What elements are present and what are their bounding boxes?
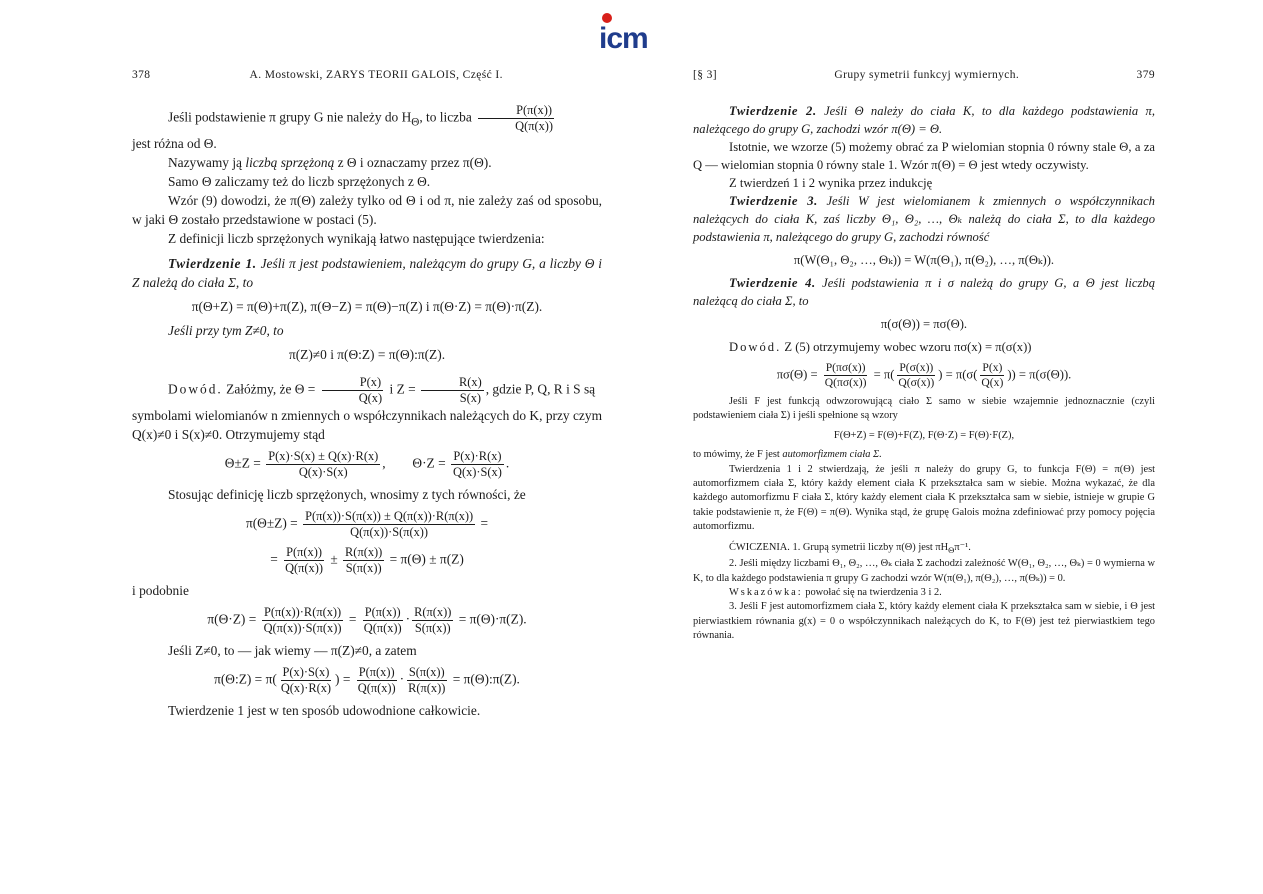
left-running-head	[132, 66, 602, 85]
equation-3: Θ±Z = $\frac{P(x)\cdot S(x) \pm Q(x)\cdot R(x)}{Q(x)\cdot S(x)}$ , Θ·Z = $\frac{P(x)\cdot R(x)}{Q(x)\cdot S(x)}$ .	[224, 449, 510, 479]
r-equation-1: π(W(Θ₁, Θ₂, …, Θₖ)) = W(π(Θ₁), π(Θ₂), …, π(Θₖ)).	[793, 253, 1055, 267]
theorem-1: Twierdzenie 1. Jeśli π jest podstawieniem, należącym do grupy G, a liczby Θ i Z należą do ciała Σ, to	[132, 256, 602, 290]
exercise-2: 2. Jeśli między liczbami Θ₁, Θ₂, …, Θₖ ciała Σ zachodzi zależność W(Θ₁, Θ₂, …, Θₖ) = 0 wymierna w K, to dla każdego podstawienia π grupy G zachodzi wzór W(π(Θ₁), π(Θ₂), …, π(Θₖ)) = 0.	[693, 558, 1155, 584]
para-1-end: jest różna od Θ.	[132, 136, 217, 151]
r-para-1: Istotnie, we wzorze (5) możemy obrać za P wielomian stopnia 0 równy stale Θ, a za Q — wielomian stopnia 0 równy stale 1. Wzór π(Θ) = Θ jest wtedy oczywisty.	[693, 140, 1155, 172]
para-9: Twierdzenie 1 jest w ten sposób udowodnione całkowicie.	[168, 703, 481, 718]
hint: Wskazówka: powołać się na twierdzenia 3 i 2.	[729, 586, 942, 598]
fraction: $\frac{P(\pi(x))}{Q(\pi(x))}$	[477, 103, 555, 134]
theorem-2: Twierdzenie 2. Jeśli Θ należy do ciała K, to dla każdego podstawienia π, należącego do grupy G, zachodzi wzór π(Θ) = Θ.	[693, 104, 1156, 136]
para-1: Jeśli podstawienie π grupy G nie należy do $H_\Theta$, to liczba $\frac{P(\pi(x))}{Q(\pi(x))}$	[168, 103, 554, 133]
small-para-1: Jeśli F jest funkcją odwzorowującą ciało Σ samo w siebie wzajemnie jednoznacznie (czyli podstawieniem ciała Σ) i jeśli spełnione są wzory	[693, 396, 1155, 422]
left-page	[132, 66, 602, 720]
proof-1-cont: symbolami wielomianów n zmiennych o współczynnikach należących do K, przy czym Q(x)≠0 i S(x)≠0. Otrzymujemy stąd	[132, 408, 602, 442]
equation-6: π(Θ:Z) = π( $\frac{P(x)\cdot S(x)}{Q(x)\cdot R(x)}$ ) = $\frac{P(\pi(x))}{Q(\pi(x))}$ · $\frac{S(\pi(x))}{R(\pi(x))}$ = π(Θ):π(Z).	[214, 665, 520, 695]
equation-2: π(Z)≠0 i π(Θ:Z) = π(Θ):π(Z).	[288, 347, 446, 362]
para-7: i podobnie	[132, 583, 189, 598]
para-3: Samo Θ zaliczamy też do liczb sprzężonych z Θ.	[168, 174, 431, 189]
equation-1: π(Θ+Z) = π(Θ)+π(Z), π(Θ−Z) = π(Θ)−π(Z) i π(Θ·Z) = π(Θ)·π(Z).	[191, 299, 543, 314]
left-header-title: A. Mostowski, ZARYS TEORII GALOIS, Część I.	[249, 69, 503, 81]
theorem-3: Twierdzenie 3. Jeśli W jest wielomianem k zmiennych o współczynnikach należących do ciała K, zaś liczby Θ₁, Θ₂, …, Θₖ należą do ciała Σ, to dla każdego podstawienia π, należącego do grupy G, zachodzi równość	[693, 194, 1155, 244]
r-equation-3: πσ(Θ) = $\frac{P(\pi\sigma(x))}{Q(\pi\sigma(x))}$ = π( $\frac{P(\sigma(x))}{Q(\sigma(x))}$ ) = π(σ( $\frac{P(x)}{Q(x)}$ )) = π(σ(Θ)).	[776, 361, 1072, 389]
icm-logo	[598, 12, 664, 52]
para-6: Stosując definicję liczb sprzężonych, wnosimy z tych równości, że	[168, 487, 526, 502]
small-print	[693, 395, 1155, 644]
exercise-3: 3. Jeśli F jest automorfizmem ciała Σ, który każdy element ciała K przekształca sam w siebie, i Θ jest pierwiastkiem równania g(x) = 0 o współczynnikach należących do K, to F(Θ) jest też pierwiastkiem tego równania.	[693, 601, 1155, 642]
right-header-title: Grupy symetrii funkcyj wymiernych.	[834, 69, 1020, 81]
proof-1: Dowód. Załóżmy, że Θ = $\frac{P(x)}{Q(x)}$ i Z = $\frac{R(x)}{S(x)}$ , gdzie P, Q, R i S są	[168, 375, 596, 405]
equation-4: π(Θ±Z) = $\frac{P(\pi(x))\cdot S(\pi(x)) \pm Q(\pi(x))\cdot R(\pi(x))}{Q(\pi(x))\cdot S(\pi(x))}$ =	[245, 509, 489, 539]
section-mark: [§ 3]	[693, 69, 718, 81]
para-4: Wzór (9) dowodzi, że π(Θ) zależy tylko od Θ i od π, nie zależy zaś od sposobu, w jaki Θ zostało przedstawione w postaci (5).	[132, 193, 602, 227]
small-para-2: to mówimy, że F jest automorfizmem ciała Σ.	[693, 449, 882, 461]
r-proof: Dowód. Z (5) otrzymujemy wobec wzoru πσ(x) = π(σ(x))	[729, 340, 1032, 354]
theorem-4: Twierdzenie 4. Jeśli podstawienia π i σ należą do grupy G, a Θ jest liczbą należącą do ciała Σ, to	[693, 276, 1156, 308]
small-para-3: Twierdzenia 1 i 2 stwierdzają, że jeśli π należy do grupy G, to funkcja F(Θ) = π(Θ) jest automorfizmem ciała Σ, który każdy element ciała K przekształca sam w siebie. Można wykazać, że dla każdego automorfizmu F ciała Σ, który każdy element ciała K przekształca sam w siebie, istnieje w grupie G takie podstawienie π, że F(Θ) = π(Θ). Wynika stąd, że grupę Galois można zdefiniować przy pomocy pojęcia automorfizmu.	[693, 463, 1155, 533]
left-page-number: 378	[132, 69, 151, 81]
r-para-2: Z twierdzeń 1 i 2 wynika przez indukcję	[729, 176, 933, 190]
right-running-head	[693, 66, 1155, 84]
equation-5: π(Θ·Z) = $\frac{P(\pi(x))\cdot R(\pi(x))}{Q(\pi(x))\cdot S(\pi(x))}$ = $\frac{P(\pi(x))}{Q(\pi(x))}$ · $\frac{R(\pi(x))}{S(\pi(x))}$ = π(Θ)·π(Z).	[207, 605, 527, 635]
small-equation: F(Θ+Z) = F(Θ)+F(Z), F(Θ·Z) = F(Θ)·F(Z),	[833, 429, 1015, 441]
right-page	[693, 66, 1155, 644]
right-page-number: 379	[1136, 69, 1155, 81]
equation-4b: = $\frac{P(\pi(x))}{Q(\pi(x))}$ ± $\frac{R(\pi(x))}{S(\pi(x))}$ = π(Θ) ± π(Z)	[270, 545, 464, 575]
r-equation-2: π(σ(Θ)) = πσ(Θ).	[880, 317, 968, 331]
para-2: Nazywamy ją liczbą sprzężoną z Θ i oznaczamy przez π(Θ).	[168, 155, 492, 170]
exercise-1: ĆWICZENIA. 1. Grupą symetrii liczby π(Θ) jest $\pi H_\Theta\pi^{-1}$.	[729, 541, 971, 555]
theorem-1-cont: Jeśli przy tym Z≠0, to	[168, 323, 284, 338]
logo-text: icm	[599, 22, 648, 52]
para-8: Jeśli Z≠0, to — jak wiemy — π(Z)≠0, a zatem	[168, 643, 417, 658]
para-5: Z definicji liczb sprzężonych wynikają łatwo następujące twierdzenia:	[168, 231, 545, 246]
